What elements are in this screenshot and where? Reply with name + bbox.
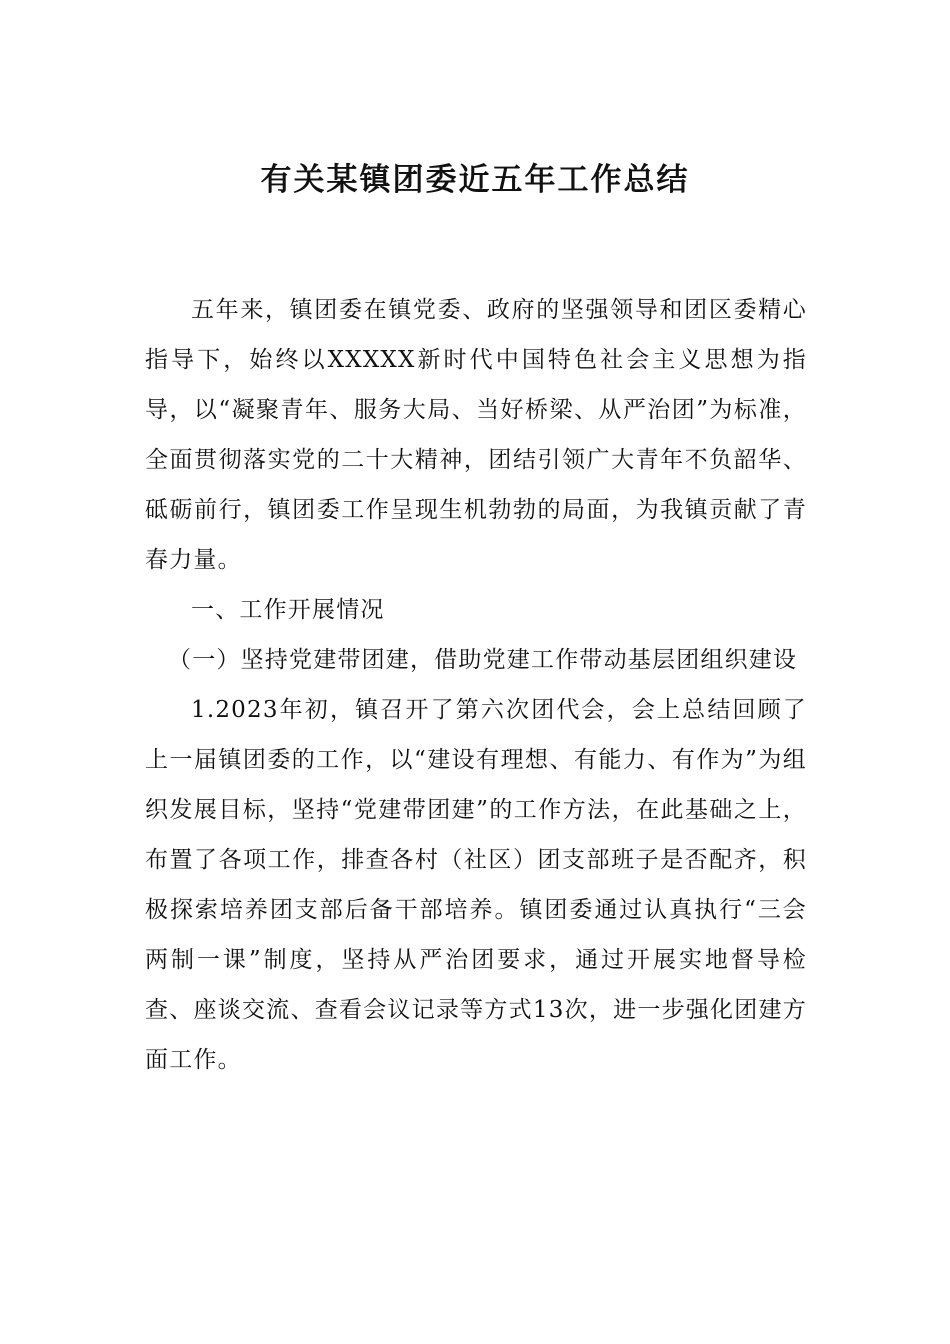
document-title: 有关某镇团委近五年工作总结 <box>260 162 690 198</box>
body-paragraph: 1.2023年初，镇召开了第六次团代会，会上总结回顾了上一届镇团委的工作，以“建设有理想、有能力、有作为”为组织发展目标，坚持“党建带团建”的工作方法，在此基础之上，布置了各项工作，排查各村（社区）团支部班子是否配齐，积极探索培养团支部后备干部培养。镇团委通过认真执行“三会两制一课”制度，坚持从严治团要求，通过开展实地督导检查、座谈交流、查看会议记录等方式13次，进一步强化团建方面工作。 <box>145 697 807 1073</box>
section-heading: 一、工作开展情况 <box>191 597 385 623</box>
subsection-heading: （一）坚持党建带团建，借助党建工作带动基层团组织建设 <box>168 647 798 673</box>
document-body <box>145 285 807 1085</box>
intro-paragraph: 五年来，镇团委在镇党委、政府的坚强领导和团区委精心指导下，始终以XXXXX新时代中国特色社会主义思想为指导，以“凝聚青年、服务大局、当好桥梁、从严治团”为标准，全面贯彻落实党的二十大精神，团结引领广大青年不负韶华、砥砺前行，镇团委工作呈现生机勃勃的局面，为我镇贡献了青春力量。 <box>145 297 807 573</box>
